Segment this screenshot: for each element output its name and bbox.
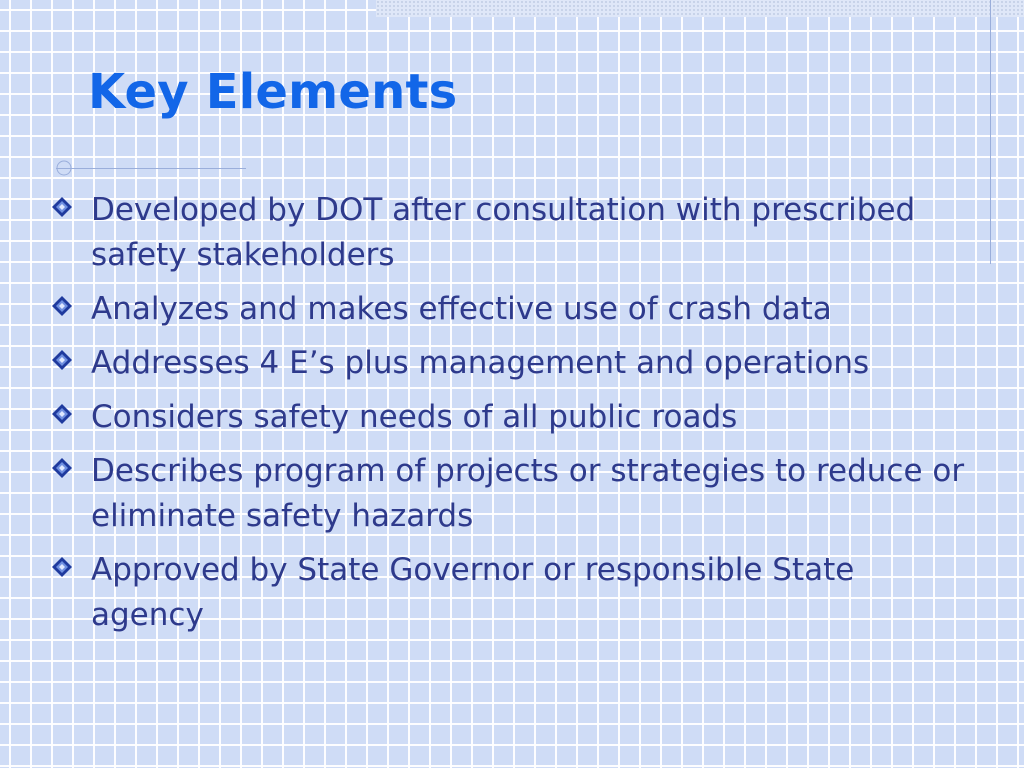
bullet-item (46, 548, 966, 638)
diamond-bullet-icon (50, 402, 74, 426)
bullet-item (46, 449, 966, 539)
bullet-item (46, 188, 966, 278)
bullet-text: Developed by DOT after consultation with prescribed safety stakeholders (91, 192, 916, 273)
bullet-item (46, 395, 966, 440)
bullet-text: Addresses 4 E’s plus management and operations (91, 345, 870, 381)
bullet-text: Describes program of projects or strategies to reduce or eliminate safety hazards (91, 453, 965, 534)
slide-title: Key Elements (88, 64, 458, 120)
bullet-text: Considers safety needs of all public roads (91, 399, 738, 435)
circle-crosshair-icon (54, 158, 74, 178)
bullet-text: Approved by State Governor or responsible State agency (91, 552, 855, 633)
dotted-band-decoration (376, 0, 1024, 17)
diamond-bullet-icon (50, 195, 74, 219)
bullet-item (46, 287, 966, 332)
diamond-bullet-icon (50, 294, 74, 318)
diamond-bullet-icon (50, 555, 74, 579)
vertical-accent-line (990, 0, 991, 264)
bullet-item (46, 341, 966, 386)
bullet-list (46, 188, 966, 647)
diamond-bullet-icon (50, 348, 74, 372)
title-underline-rule (56, 168, 246, 169)
bullet-text: Analyzes and makes effective use of crash data (91, 291, 832, 327)
diamond-bullet-icon (50, 456, 74, 480)
